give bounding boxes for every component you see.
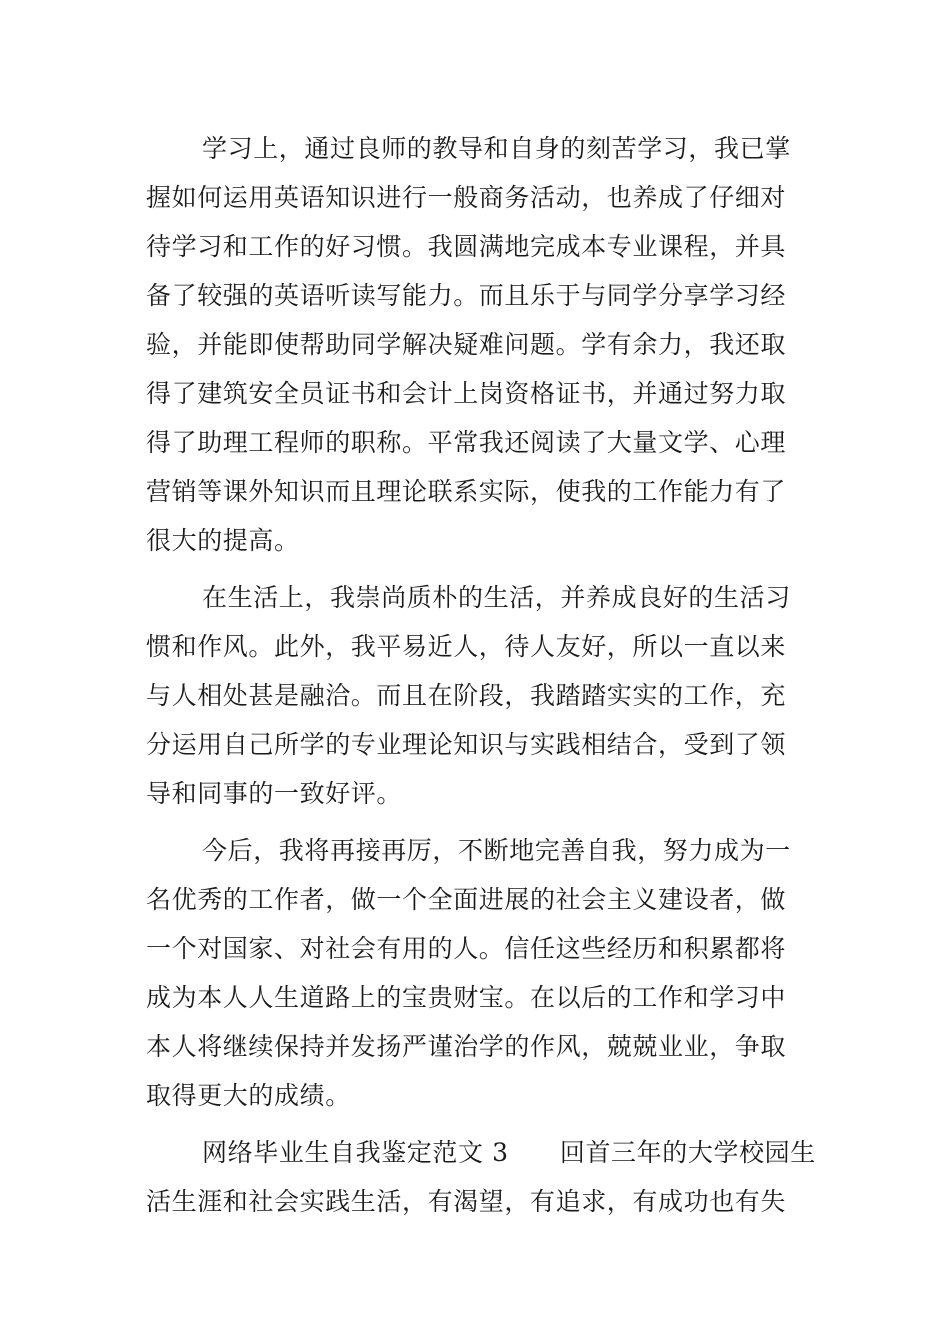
text-line: 一个对国家、对社会有用的人。信任这些经历和积累都将 [146,934,787,963]
text-line: 得了建筑安全员证书和会计上岗资格证书，并通过努力取 [146,379,787,408]
text-line: 与人相处甚是融洽。而且在阶段，我踏踏实实的工作，充 [146,681,787,710]
text-line: 营销等课外知识而且理论联系实际，使我的工作能力有了 [146,477,787,506]
paragraph-sample-3 [146,1128,816,1226]
text-line: 验，并能即使帮助同学解决疑难问题。学有余力，我还取 [146,330,787,359]
text-line: 待学习和工作的好习惯。我圆满地完成本专业课程，并具 [146,232,787,261]
text-line: 今后，我将再接再厉，不断地完善自我，努力成为一 [202,836,791,865]
text-line: 得了助理工程师的职称。平常我还阅读了大量文学、心理 [146,428,787,457]
text-line: 备了较强的英语听读写能力。而且乐于与同学分享学习经 [146,281,787,310]
text-line: 网络毕业生自我鉴定范文 3 回首三年的大学校园生 [202,1138,816,1167]
text-line: 导和同事的一致好评。 [146,779,403,808]
text-line: 在生活上，我崇尚质朴的生活，并养成良好的生活习 [202,583,791,612]
document-body [146,124,816,1226]
text-line: 取得更大的成绩。 [146,1081,351,1110]
text-line: 很大的提高。 [146,526,300,555]
text-line: 名优秀的工作者，做一个全面进展的社会主义建设者，做 [146,885,787,914]
text-line: 成为本人人生道路上的宝贵财宝。在以后的工作和学习中 [146,983,787,1012]
text-line: 分运用自己所学的专业理论知识与实践相结合，受到了领 [146,730,787,759]
text-line: 握如何运用英语知识进行一般商务活动，也养成了仔细对 [146,183,787,212]
text-line: 本人将继续保持并发扬严谨治学的作风，兢兢业业，争取 [146,1032,787,1061]
text-line: 学习上，通过良师的教导和自身的刻苦学习，我已掌 [202,134,791,163]
text-line: 惯和作风。此外，我平易近人，待人友好，所以一直以来 [146,632,787,661]
paragraph-life [146,573,810,818]
paragraph-future [146,826,810,1120]
text-line: 活生涯和社会实践生活，有渴望，有追求，有成功也有失 [146,1187,787,1216]
paragraph-study [146,124,810,565]
